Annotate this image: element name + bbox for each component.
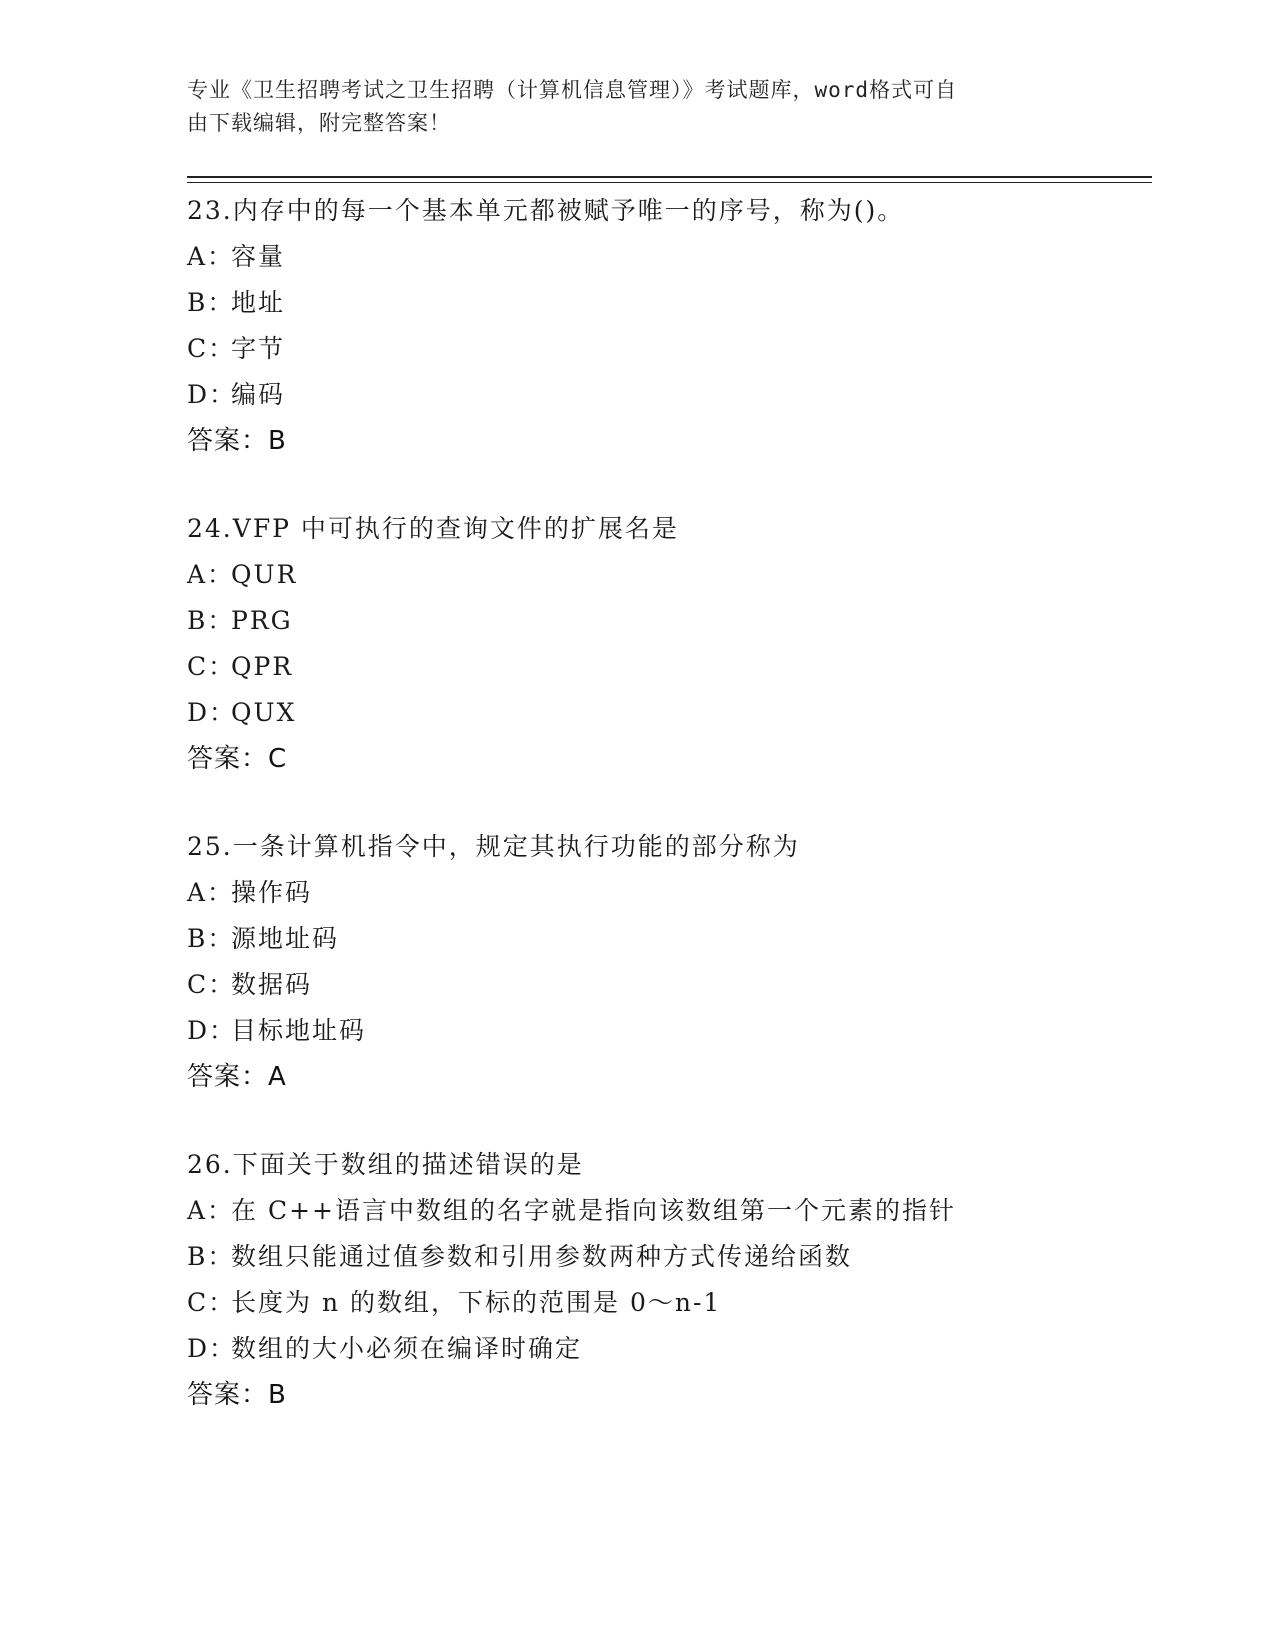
option-text: PRG: [231, 606, 293, 635]
option-text: 在 C++语言中数组的名字就是指向该数组第一个元素的指针: [231, 1196, 956, 1225]
option-d: [187, 690, 1152, 736]
option-label: A：: [187, 560, 235, 589]
option-d: [187, 1008, 1152, 1054]
option-label: C：: [187, 652, 236, 681]
option-b: [187, 1234, 1152, 1280]
option-label: B：: [187, 288, 235, 317]
option-label: D：: [187, 698, 237, 727]
option-text: QUX: [231, 698, 297, 727]
header-intro-line-2: 由下载编辑，附完整答案！: [187, 111, 451, 135]
header-intro-line-1: 专业《卫生招聘考试之卫生招聘（计算机信息管理）》考试题库，word格式可自: [187, 78, 958, 102]
question-list: [187, 188, 1152, 1460]
option-c: [187, 644, 1152, 690]
answer-text: 答案：B: [187, 1380, 287, 1410]
option-text: 数据码: [231, 970, 313, 999]
option-text: 源地址码: [231, 924, 340, 953]
question-25: [187, 824, 1152, 1100]
option-c: [187, 326, 1152, 372]
option-text: 长度为 n 的数组，下标的范围是 0～n-1: [231, 1288, 722, 1317]
option-c: [187, 1280, 1152, 1326]
question-stem: 23.内存中的每一个基本单元都被赋予唯一的序号，称为()。: [187, 196, 905, 225]
option-text: QUR: [231, 560, 298, 589]
option-label: C：: [187, 1288, 236, 1317]
option-a: [187, 1188, 1152, 1234]
question-26: [187, 1142, 1152, 1418]
question-23: [187, 188, 1152, 464]
option-text: 操作码: [231, 878, 313, 907]
header-divider-thick: [187, 176, 1152, 178]
option-text: 容量: [231, 242, 286, 271]
document-header: [187, 74, 1067, 140]
option-a: [187, 552, 1152, 598]
option-text: 目标地址码: [231, 1016, 367, 1045]
question-stem: 25.一条计算机指令中，规定其执行功能的部分称为: [187, 832, 800, 861]
option-b: [187, 598, 1152, 644]
option-text: 字节: [231, 334, 286, 363]
option-a: [187, 234, 1152, 280]
option-label: A：: [187, 1196, 235, 1225]
option-label: B：: [187, 924, 235, 953]
question-stem: 24.VFP 中可执行的查询文件的扩展名是: [187, 514, 679, 543]
option-label: B：: [187, 606, 235, 635]
option-label: D：: [187, 1016, 237, 1045]
option-label: C：: [187, 334, 236, 363]
option-c: [187, 962, 1152, 1008]
question-stem: 26.下面关于数组的描述错误的是: [187, 1150, 584, 1179]
option-b: [187, 916, 1152, 962]
option-label: A：: [187, 878, 235, 907]
option-d: [187, 1326, 1152, 1372]
option-a: [187, 870, 1152, 916]
answer-text: 答案：C: [187, 744, 288, 774]
answer-text: 答案：B: [187, 426, 287, 456]
question-24: [187, 506, 1152, 782]
option-label: A：: [187, 242, 235, 271]
option-label: C：: [187, 970, 236, 999]
option-label: D：: [187, 1334, 237, 1363]
option-text: 数组的大小必须在编译时确定: [231, 1334, 583, 1363]
answer-text: 答案：A: [187, 1062, 287, 1092]
option-b: [187, 280, 1152, 326]
option-text: 编码: [231, 380, 286, 409]
option-text: 地址: [231, 288, 286, 317]
option-label: B：: [187, 1242, 235, 1271]
header-divider-thin: [187, 182, 1152, 183]
option-d: [187, 372, 1152, 418]
option-text: QPR: [231, 652, 294, 681]
option-text: 数组只能通过值参数和引用参数两种方式传递给函数: [231, 1242, 853, 1271]
option-label: D：: [187, 380, 237, 409]
